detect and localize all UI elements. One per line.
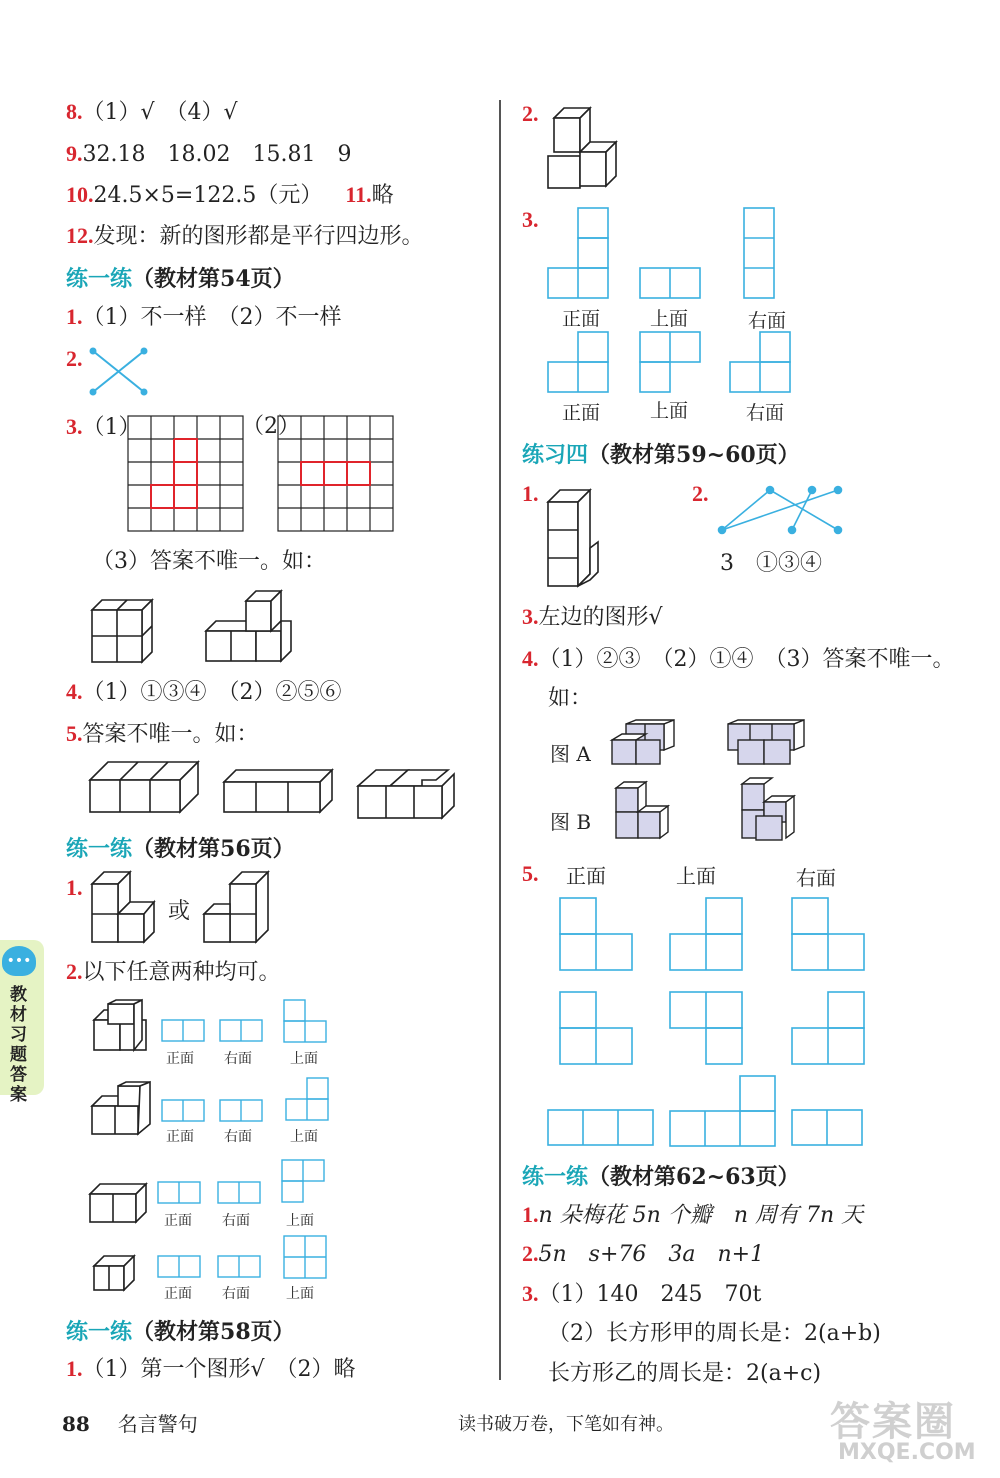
s54-q3: 3.（1） xyxy=(66,414,141,440)
r62-q2: 2.5n s+76 3a n+1 xyxy=(522,1241,765,1267)
r-q2: 2. xyxy=(522,101,539,126)
s54-q3-part3: （3）答案不唯一。如： xyxy=(92,549,326,574)
label-right-2: 右面 xyxy=(224,1129,252,1145)
p5-view-5 xyxy=(670,992,746,1066)
r62-q3: 3.（1）140 245 70t xyxy=(522,1281,762,1307)
r3-label-top-b: 上面 xyxy=(650,400,689,422)
r62-q1: 1.n 朵梅花 5n 个瓣 n 周有 7n 天 xyxy=(522,1202,864,1228)
p5-view-4 xyxy=(560,992,636,1066)
view-top-3 xyxy=(282,1160,332,1204)
cube-l-shape-1 xyxy=(92,872,162,947)
s56-q1: 1. xyxy=(66,875,83,900)
r-q3: 3. xyxy=(522,207,539,232)
q12: 12.发现：新的图形都是平行四边形。 xyxy=(66,223,424,249)
tab-icon: ••• xyxy=(2,946,36,976)
p-q3: 3.左边的图形√ xyxy=(522,604,663,630)
label-right-4: 右面 xyxy=(222,1286,250,1302)
label-top-1: 上面 xyxy=(290,1051,318,1067)
view-front-3 xyxy=(158,1182,208,1206)
label-front-2: 正面 xyxy=(166,1129,194,1145)
r3-front-view-b xyxy=(548,332,612,396)
cube-l-shape-2 xyxy=(204,872,274,947)
section-heading-62: 练一练（教材第62~63页） xyxy=(522,1164,800,1190)
p5-view-6 xyxy=(792,992,868,1066)
r3-label-right-b: 右面 xyxy=(746,402,785,424)
r3-label-front-a: 正面 xyxy=(562,308,601,330)
grid-2 xyxy=(278,416,394,532)
s58-q1: 1.（1）第一个图形√ （2）略 xyxy=(66,1356,356,1382)
small-cube-2 xyxy=(92,1082,154,1138)
footer-label: 名言警句 xyxy=(117,1412,198,1436)
view-right-1 xyxy=(220,1020,270,1044)
column-divider xyxy=(499,100,501,1380)
r3-right-view-a xyxy=(744,208,778,302)
p5-label-top: 上面 xyxy=(676,864,716,888)
r3-label-top-a: 上面 xyxy=(650,308,689,330)
fig-b-cubes-1 xyxy=(612,782,672,844)
label-front-1: 正面 xyxy=(166,1051,194,1067)
p5-view-8 xyxy=(670,1076,780,1150)
view-top-1 xyxy=(284,1000,334,1044)
p5-view-9 xyxy=(792,1110,868,1150)
view-front-1 xyxy=(162,1020,212,1044)
label-top-2: 上面 xyxy=(290,1129,318,1145)
side-tab-label: 教材习题答案 xyxy=(10,985,27,1105)
section-heading-exercise4: 练习四（教材第59~60页） xyxy=(522,442,800,468)
small-cube-4 xyxy=(94,1254,140,1294)
label-top-3: 上面 xyxy=(286,1213,314,1229)
section-heading-54: 练一练（教材第54页） xyxy=(66,266,295,292)
watermark-logo: 答案圈 xyxy=(830,1399,956,1445)
cube-tower xyxy=(548,490,608,590)
s54-q2: 2. xyxy=(66,346,83,371)
watermark-url: MXQE.COM xyxy=(838,1440,976,1465)
s56-q2: 2.以下任意两种均可。 xyxy=(66,959,281,985)
cube-row-b xyxy=(224,770,334,815)
cube-block-2x2 xyxy=(92,600,162,670)
s54-q5: 5.答案不唯一。如： xyxy=(66,721,259,747)
r3-label-front-b: 正面 xyxy=(562,402,601,424)
fig-a-cubes-1 xyxy=(612,720,682,770)
p5-label-right: 右面 xyxy=(796,866,836,890)
view-right-4 xyxy=(218,1256,268,1280)
view-top-4 xyxy=(284,1236,334,1280)
cube-stack-r2 xyxy=(548,104,628,192)
p-q4-eg: 如： xyxy=(548,686,593,711)
p5-label-front: 正面 xyxy=(566,864,606,888)
p5-view-1 xyxy=(560,898,636,972)
s54-q3-part2-label: （2） xyxy=(242,414,300,439)
or-label: 或 xyxy=(168,899,191,924)
section-heading-56: 练一练（教材第56页） xyxy=(66,836,295,862)
r3-top-view-a xyxy=(640,268,704,302)
fig-a-label: 图 A xyxy=(550,742,591,766)
s54-q4: 4.（1）①③④ （2）②⑤⑥ xyxy=(66,679,342,705)
p-q5: 5. xyxy=(522,861,539,886)
footer-quote: 读书破万卷，下笔如有神。 xyxy=(458,1414,674,1435)
r62-q3-part2: （2）长方形甲的周长是：2(a+b) xyxy=(548,1321,881,1346)
p5-view-3 xyxy=(792,898,868,972)
label-front-4: 正面 xyxy=(164,1286,192,1302)
cube-stepped-shape xyxy=(206,588,296,668)
label-front-3: 正面 xyxy=(164,1213,192,1229)
fig-b-label: 图 B xyxy=(550,810,592,834)
r3-front-view-a xyxy=(548,208,612,302)
view-right-2 xyxy=(220,1100,270,1124)
r3-label-right-a: 右面 xyxy=(748,310,787,332)
view-top-2 xyxy=(286,1078,336,1122)
small-cube-3 xyxy=(90,1180,150,1226)
small-cube-1 xyxy=(94,1000,154,1055)
p-q2: 2. xyxy=(692,481,709,506)
p-q1: 1. xyxy=(522,481,539,506)
fig-a-cubes-2 xyxy=(722,720,812,770)
q9: 9.32.18 18.02 15.81 9 xyxy=(66,141,352,167)
fig-b-cubes-2 xyxy=(738,778,802,844)
q10: 10.24.5×5=122.5（元） 11.略 xyxy=(66,182,394,208)
view-front-4 xyxy=(158,1256,208,1280)
footer-page-info xyxy=(62,1408,198,1437)
view-right-3 xyxy=(218,1182,268,1206)
grid-1 xyxy=(128,416,244,532)
cross-match-diagram xyxy=(88,346,158,396)
s54-q1: 1.（1）不一样 （2）不一样 xyxy=(66,304,342,330)
r3-right-view-b xyxy=(730,332,794,396)
q8: 8.（1）√ （4）√ xyxy=(66,99,238,125)
view-front-2 xyxy=(162,1100,212,1124)
p5-view-7 xyxy=(548,1110,658,1150)
section-heading-58: 练一练（教材第58页） xyxy=(66,1319,295,1345)
label-right-3: 右面 xyxy=(222,1213,250,1229)
cube-row-a xyxy=(90,762,200,817)
p-q2-answer: 3 ①③④ xyxy=(720,551,822,576)
cube-row-c xyxy=(358,768,458,818)
label-right-1: 右面 xyxy=(224,1051,252,1067)
label-top-4: 上面 xyxy=(286,1286,314,1302)
p5-view-2 xyxy=(670,898,746,972)
r62-q3-part3: 长方形乙的周长是：2(a+c) xyxy=(548,1361,822,1386)
match-lines-diagram xyxy=(712,482,842,538)
page-number: 88 xyxy=(62,1412,90,1436)
p-q4: 4.（1）②③ （2）①④ （3）答案不唯一。 xyxy=(522,646,955,672)
r3-top-view-b xyxy=(640,332,704,396)
